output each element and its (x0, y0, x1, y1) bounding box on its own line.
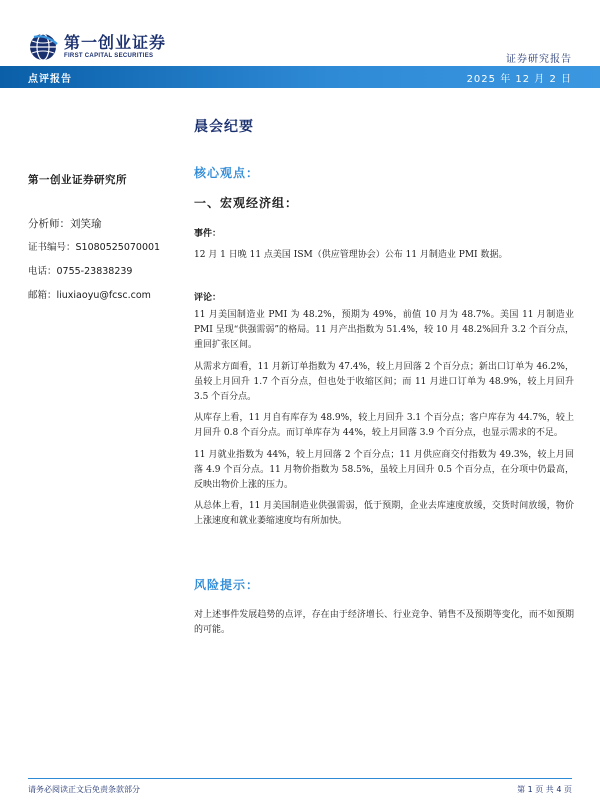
risk-text: 对上述事件发展趋势的点评，存在由于经济增长、行业竞争、销售不及预期等变化，而不如预期的可能。 (194, 610, 574, 636)
comment-paragraph: 从库存上看，11 月自有库存为 48.9%，较上月回升 3.1 个百分点；客户库存为 44.7%，较上月回升 0.8 个百分点。而订单库存为 44%，较上月回落 3.9 个百分点，也显示需求的不足。 (194, 413, 574, 439)
core-viewpoints-heading: 核心观点： (194, 166, 260, 180)
comment-paragraph: 从需求方面看，11 月新订单指数为 47.4%，较上月回落 2 个百分点；新出口订单为 46.2%，虽较上月回升 1.7 个百分点，但也处于收缩区间；而 11 月进口订单为 48.9%，较上月回升 3.5 个百分点。 (194, 361, 574, 403)
comment-paragraphs (194, 308, 574, 536)
logo-english-name: FIRST CAPITAL SECURITIES (64, 53, 154, 59)
logo-chinese-name: 第一创业证券 (64, 33, 167, 52)
certificate-number: 证书编号：S1080525070001 (28, 242, 161, 253)
footer-divider (28, 778, 572, 779)
report-category: 点评报告 (28, 74, 72, 85)
analyst-email: 邮箱：liuxiaoyu@fcsc.com (28, 290, 151, 301)
footer-disclaimer: 请务必阅读正文后免责条款部分 (28, 785, 140, 794)
company-logo (28, 30, 178, 64)
macro-section-heading: 一、宏观经济组： (194, 196, 299, 210)
globe-logo-icon (28, 32, 58, 62)
header-bar (0, 66, 600, 88)
comment-paragraph: 11 月美国制造业 PMI 为 48.2%，预期为 49%，前值 10 月为 48.7%。美国 11 月制造业 PMI 呈现“供强需弱”的格局。11 月产出指数为 51.4%，较 10 月 48.2%回升 3.2 个百分点，重回扩张区间。 (194, 310, 574, 351)
report-date: 2025 年 12 月 2 日 (466, 74, 572, 85)
report-type-label: 证券研究报告 (506, 54, 572, 65)
comment-label: 评论： (194, 293, 222, 303)
page-title: 晨会纪要 (194, 119, 254, 135)
event-text: 12 月 1 日晚 11 点美国 ISM（供应管理协会）公布 11 月制造业 PMI 数据。 (194, 250, 508, 260)
comment-paragraph: 从总体上看，11 月美国制造业供强需弱，低于预期，企业去库速度放缓，交货时间放缓，物价上涨速度和就业萎缩速度均有所加快。 (194, 501, 574, 527)
page-number: 第 1 页 共 4 页 (517, 785, 572, 794)
comment-paragraph: 11 月就业指数为 44%，较上月回落 2 个百分点；11 月供应商交付指数为 49.3%，较上月回落 4.9 个百分点。11 月物价指数为 58.5%，虽较上月回升 0.5 个百分点，在分项中仍最高，反映出物价上涨的压力。 (194, 449, 574, 491)
analyst-name: 分析师：刘笑瑜 (28, 218, 102, 230)
analyst-sidebar (28, 172, 178, 301)
report-header (0, 0, 600, 90)
research-institute-name: 第一创业证券研究所 (28, 174, 127, 186)
risk-heading: 风险提示： (194, 578, 260, 592)
analyst-phone: 电话：0755-23838239 (28, 266, 133, 277)
event-label: 事件： (194, 229, 222, 239)
